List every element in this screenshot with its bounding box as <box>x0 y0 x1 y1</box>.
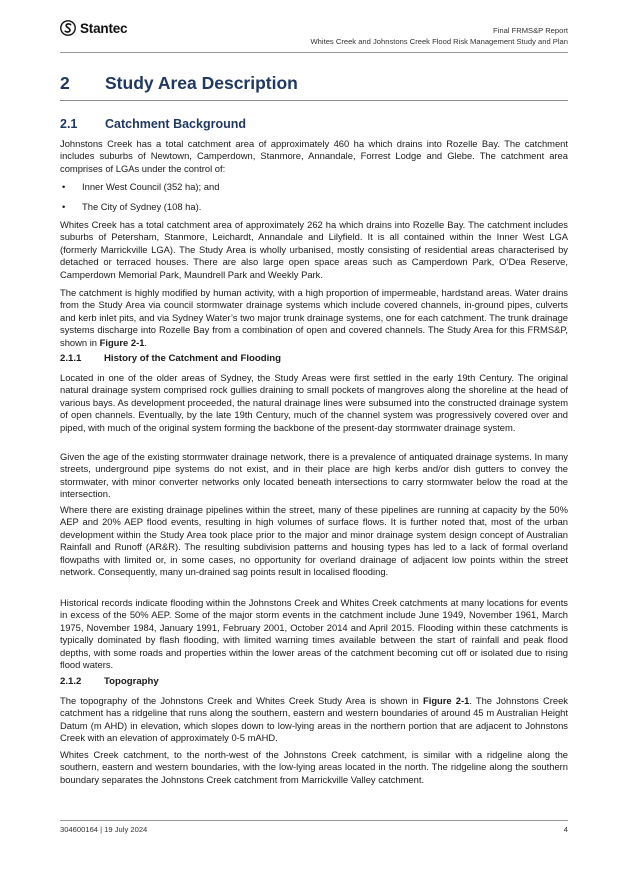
bullet-item <box>60 201 201 213</box>
section-heading <box>60 73 568 94</box>
intro-paragraph-3: The catchment is highly modified by human activity, with a high proportion of impermeable, hardstand areas. Water drains from the Study Area via council stormwater drainage systems which include covered channels, in-ground pipes, culverts and kerb inlet pits, and via Sydney Water’s two major trunk drainage systems, one for each catchment. The trunk drainage systems discharge into Rozelle Bay from a combination of open and covered channels. The Study Area for this FRMS&P, shown in Figure 2-1. <box>60 287 568 348</box>
subsection-number: 2.1 <box>60 117 78 131</box>
intro-paragraph-2: Whites Creek has a total catchment area of approximately 262 ha which drains into Rozelle Bay. The catchment includes suburbs of Petersham, Stanmore, Leichardt, Annandale and Lilyfield. It is all contained within the Inner West LGA (formerly Marrickville LGA). The Study Area is wholly urbanised, mostly consisting of residential areas characterised by detached or terraced houses. There are also large open space areas such as Camperdown Park, O’Dea Reserve, Camperdown Memorial Park, Maundrell Park and Weekly Park. <box>60 219 568 280</box>
section-title: Study Area Description <box>105 73 298 93</box>
history-title: History of the Catchment and Flooding <box>104 353 281 364</box>
bullet-icon: • <box>62 181 66 192</box>
subsection-title: Catchment Background <box>105 117 246 131</box>
figure-reference: Figure 2-1 <box>99 336 145 348</box>
history-paragraph-4: Historical records indicate flooding within the Johnstons Creek and Whites Creek catchments at many locations for events in excess of the 50% AEP. Some of the major storm events in the catchment include June 1949, November 1961, March 1975, November 1984, January 1991, February 2001, October 2014 and April 2015. Flooding within these catchments is typically dominated by flash flooding, with limited warning times available between the start of rainfall and peak flood depths, with some roads and properties within the lower areas of the catchment becoming cut off or isolated due to rising flood waters. <box>60 597 568 671</box>
history-paragraph-1: Located in one of the older areas of Sydney, the Study Areas were first settled in the early 19th Century. The original natural drainage system comprised rock gullies draining to small pockets of mangroves along the shoreline at the head of various bays. As development proceeded, the natural drainage lines were subsumed into the constructed drainage system of open channels. Eventually, by the late 19th Century, much of the channel system was progressively covered over and piped, with much of the original system forming the backbone of the present-day stormwater drainage system. <box>60 372 568 433</box>
running-header <box>311 26 568 47</box>
footer-divider <box>60 820 568 821</box>
bullet-item <box>60 181 219 193</box>
header-divider <box>60 52 568 53</box>
stantec-logo <box>60 20 127 36</box>
topography-number: 2.1.2 <box>60 676 82 687</box>
stantec-logo-icon <box>60 20 76 36</box>
subsection-heading <box>60 117 246 131</box>
page-number: 4 <box>563 825 568 834</box>
bullet-text: Inner West Council (352 ha); and <box>82 181 220 192</box>
section-divider <box>60 100 568 101</box>
topography-paragraph-2: Whites Creek catchment, to the north-west of the Johnstons Creek catchment, is similar with a ridgeline along the southern, eastern and western boundaries, with the low-lying areas located in the north. The ridgeline along the southern boundary separates the Johnstons Creek catchment from Marrickville Valley catchment. <box>60 749 568 785</box>
footer-doc-ref: 304600164 | 19 July 2024 <box>60 825 148 834</box>
report-title: Final FRMS&P Report <box>493 26 568 35</box>
bullet-text: The City of Sydney (108 ha). <box>82 201 202 212</box>
history-heading <box>60 353 281 364</box>
topography-paragraph-1: The topography of the Johnstons Creek and Whites Creek Study Area is shown in Figure 2-1. The Johnstons Creek catchment has a ridgeline that runs along the southern, eastern and western boundaries of around 45 m Australian Height Datum (m AHD) in elevation, which slopes down to low-lying areas in the northern portion that are adjacent to Johnstons Creek with an elevation of approximately 0-5 mAHD. <box>60 695 568 744</box>
logo-wordmark: Stantec <box>80 20 128 36</box>
history-paragraph-2: Given the age of the existing stormwater drainage network, there is a prevalence of antiquated drainage systems. In many streets, underground pipe systems do not exist, and in their place are high kerbs and/or dish gutters to convey the stormwater, with minor converter networks only located beneath intersections to carry stormwater below the road at the intersection. <box>60 451 568 500</box>
topography-title: Topography <box>104 676 159 687</box>
history-number: 2.1.1 <box>60 353 82 364</box>
figure-reference: Figure 2-1 <box>423 695 470 706</box>
section-number: 2 <box>60 73 70 93</box>
study-title: Whites Creek and Johnstons Creek Flood Risk Management Study and Plan <box>310 36 568 46</box>
bullet-icon: • <box>62 201 66 212</box>
history-paragraph-3: Where there are existing drainage pipelines within the street, many of these pipelines are running at capacity by the 50% AEP and 20% AEP flood events, resulting in high volumes of surface flows. It is further noted that, most of the urban development within the Study Area took place prior to the major and minor drainage system design concept of Australian Rainfall and Runoff (AR&R). The resulting subdivision patterns and housing types has led to a lack of formal overland flowpaths with limited or, in some cases, no opportunity for overland drainage of adjacent low points within the street network. Consequently, many un-drained sag points result in localised flooding. <box>60 504 568 578</box>
intro-paragraph-1: Johnstons Creek has a total catchment area of approximately 460 ha which drains into Rozelle Bay. The catchment includes suburbs of Newtown, Camperdown, Stanmore, Annandale, Forrest Lodge and Glebe. The catchment area comprises of LGAs under the control of: <box>60 138 568 174</box>
topography-heading <box>60 676 159 687</box>
